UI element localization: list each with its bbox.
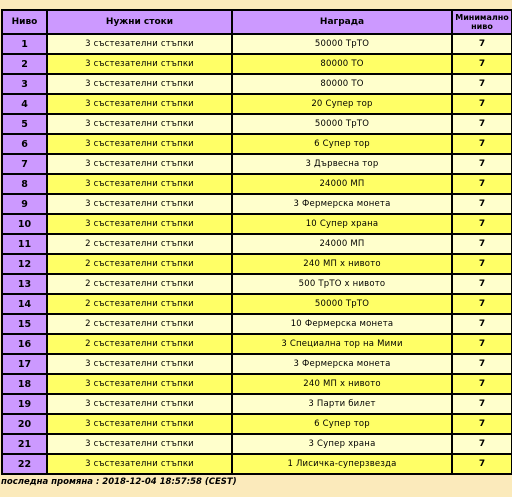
row-level: 21	[2, 434, 47, 454]
table-row	[2, 414, 512, 434]
row-min-level: 7	[452, 374, 512, 394]
row-reward: 10 Фермерска монета	[232, 314, 452, 334]
table-row	[2, 154, 512, 174]
row-reward: 240 МП x нивото	[232, 254, 452, 274]
row-min-level: 7	[452, 34, 512, 54]
row-reward: 6 Супер тор	[232, 414, 452, 434]
row-required-goods: 3 състезателни стъпки	[47, 394, 232, 414]
header-level: Ниво	[2, 10, 47, 34]
row-min-level: 7	[452, 434, 512, 454]
row-min-level: 7	[452, 454, 512, 474]
table-row	[2, 294, 512, 314]
row-reward: 50000 ТрТО	[232, 294, 452, 314]
row-reward: 500 ТрТО x нивото	[232, 274, 452, 294]
row-min-level: 7	[452, 354, 512, 374]
row-min-level: 7	[452, 74, 512, 94]
row-reward: 3 Фермерска монета	[232, 354, 452, 374]
row-reward: 3 Супер храна	[232, 434, 452, 454]
header-min-level-line1: Минимално	[455, 13, 509, 22]
row-required-goods: 3 състезателни стъпки	[47, 74, 232, 94]
table-row	[2, 234, 512, 254]
row-min-level: 7	[452, 194, 512, 214]
row-required-goods: 3 състезателни стъпки	[47, 134, 232, 154]
row-level: 16	[2, 334, 47, 354]
row-reward: 20 Супер тор	[232, 94, 452, 114]
row-reward: 10 Супер храна	[232, 214, 452, 234]
table-row	[2, 354, 512, 374]
row-reward: 3 Дървесна тор	[232, 154, 452, 174]
row-level: 4	[2, 94, 47, 114]
row-min-level: 7	[452, 394, 512, 414]
row-level: 22	[2, 454, 47, 474]
header-min-level	[452, 10, 512, 34]
table-row	[2, 214, 512, 234]
row-required-goods: 3 състезателни стъпки	[47, 114, 232, 134]
row-reward: 3 Фермерска монета	[232, 194, 452, 214]
row-min-level: 7	[452, 254, 512, 274]
row-required-goods: 2 състезателни стъпки	[47, 294, 232, 314]
table-row	[2, 314, 512, 334]
table-row	[2, 334, 512, 354]
row-reward: 50000 ТрТО	[232, 114, 452, 134]
row-min-level: 7	[452, 174, 512, 194]
row-required-goods: 3 състезателни стъпки	[47, 34, 232, 54]
row-level: 8	[2, 174, 47, 194]
row-level: 13	[2, 274, 47, 294]
row-level: 20	[2, 414, 47, 434]
row-required-goods: 3 състезателни стъпки	[47, 174, 232, 194]
row-reward: 50000 ТрТО	[232, 34, 452, 54]
table-row	[2, 394, 512, 414]
table-row	[2, 434, 512, 454]
table-row	[2, 134, 512, 154]
row-required-goods: 2 състезателни стъпки	[47, 334, 232, 354]
row-reward: 1 Лисичка-суперзвезда	[232, 454, 452, 474]
row-reward: 80000 ТО	[232, 74, 452, 94]
row-min-level: 7	[452, 154, 512, 174]
row-reward: 80000 ТО	[232, 54, 452, 74]
table-row	[2, 274, 512, 294]
table-row	[2, 374, 512, 394]
row-min-level: 7	[452, 294, 512, 314]
row-required-goods: 2 състезателни стъпки	[47, 254, 232, 274]
row-level: 14	[2, 294, 47, 314]
row-min-level: 7	[452, 114, 512, 134]
table-row	[2, 54, 512, 74]
row-required-goods: 3 състезателни стъпки	[47, 214, 232, 234]
row-level: 6	[2, 134, 47, 154]
row-level: 12	[2, 254, 47, 274]
row-reward: 24000 МП	[232, 234, 452, 254]
table-row	[2, 34, 512, 54]
row-min-level: 7	[452, 214, 512, 234]
row-min-level: 7	[452, 94, 512, 114]
table-row	[2, 74, 512, 94]
row-required-goods: 2 състезателни стъпки	[47, 234, 232, 254]
table-row	[2, 254, 512, 274]
table-row	[2, 174, 512, 194]
row-required-goods: 3 състезателни стъпки	[47, 54, 232, 74]
row-level: 11	[2, 234, 47, 254]
row-min-level: 7	[452, 334, 512, 354]
row-required-goods: 3 състезателни стъпки	[47, 414, 232, 434]
row-reward: 240 МП x нивото	[232, 374, 452, 394]
header-row	[2, 10, 512, 34]
table-row	[2, 194, 512, 214]
row-level: 9	[2, 194, 47, 214]
header-reward: Награда	[232, 10, 452, 34]
header-min-level-line2: ниво	[471, 22, 493, 31]
header-required-goods: Нужни стоки	[47, 10, 232, 34]
row-level: 19	[2, 394, 47, 414]
row-required-goods: 3 състезателни стъпки	[47, 154, 232, 174]
row-reward: 6 Супер тор	[232, 134, 452, 154]
row-min-level: 7	[452, 314, 512, 334]
row-required-goods: 3 състезателни стъпки	[47, 94, 232, 114]
row-level: 18	[2, 374, 47, 394]
table-row	[2, 454, 512, 474]
table-row	[2, 94, 512, 114]
row-required-goods: 2 състезателни стъпки	[47, 314, 232, 334]
row-min-level: 7	[452, 274, 512, 294]
row-level: 1	[2, 34, 47, 54]
row-required-goods: 3 състезателни стъпки	[47, 454, 232, 474]
table-body	[2, 34, 512, 474]
row-reward: 3 Специална тор на Мими	[232, 334, 452, 354]
row-required-goods: 2 състезателни стъпки	[47, 274, 232, 294]
table-row	[2, 114, 512, 134]
row-reward: 3 Парти билет	[232, 394, 452, 414]
row-level: 2	[2, 54, 47, 74]
row-reward: 24000 МП	[232, 174, 452, 194]
row-required-goods: 3 състезателни стъпки	[47, 434, 232, 454]
row-level: 15	[2, 314, 47, 334]
row-level: 3	[2, 74, 47, 94]
row-level: 5	[2, 114, 47, 134]
row-required-goods: 3 състезателни стъпки	[47, 374, 232, 394]
row-required-goods: 3 състезателни стъпки	[47, 194, 232, 214]
row-min-level: 7	[452, 234, 512, 254]
row-level: 10	[2, 214, 47, 234]
row-min-level: 7	[452, 414, 512, 434]
row-min-level: 7	[452, 54, 512, 74]
table-header	[2, 10, 512, 34]
row-level: 7	[2, 154, 47, 174]
rewards-table	[1, 9, 512, 475]
row-min-level: 7	[452, 134, 512, 154]
row-required-goods: 3 състезателни стъпки	[47, 354, 232, 374]
last-change-note: последна промяна : 2018-12-04 18:57:58 (CEST)	[1, 477, 237, 487]
row-level: 17	[2, 354, 47, 374]
